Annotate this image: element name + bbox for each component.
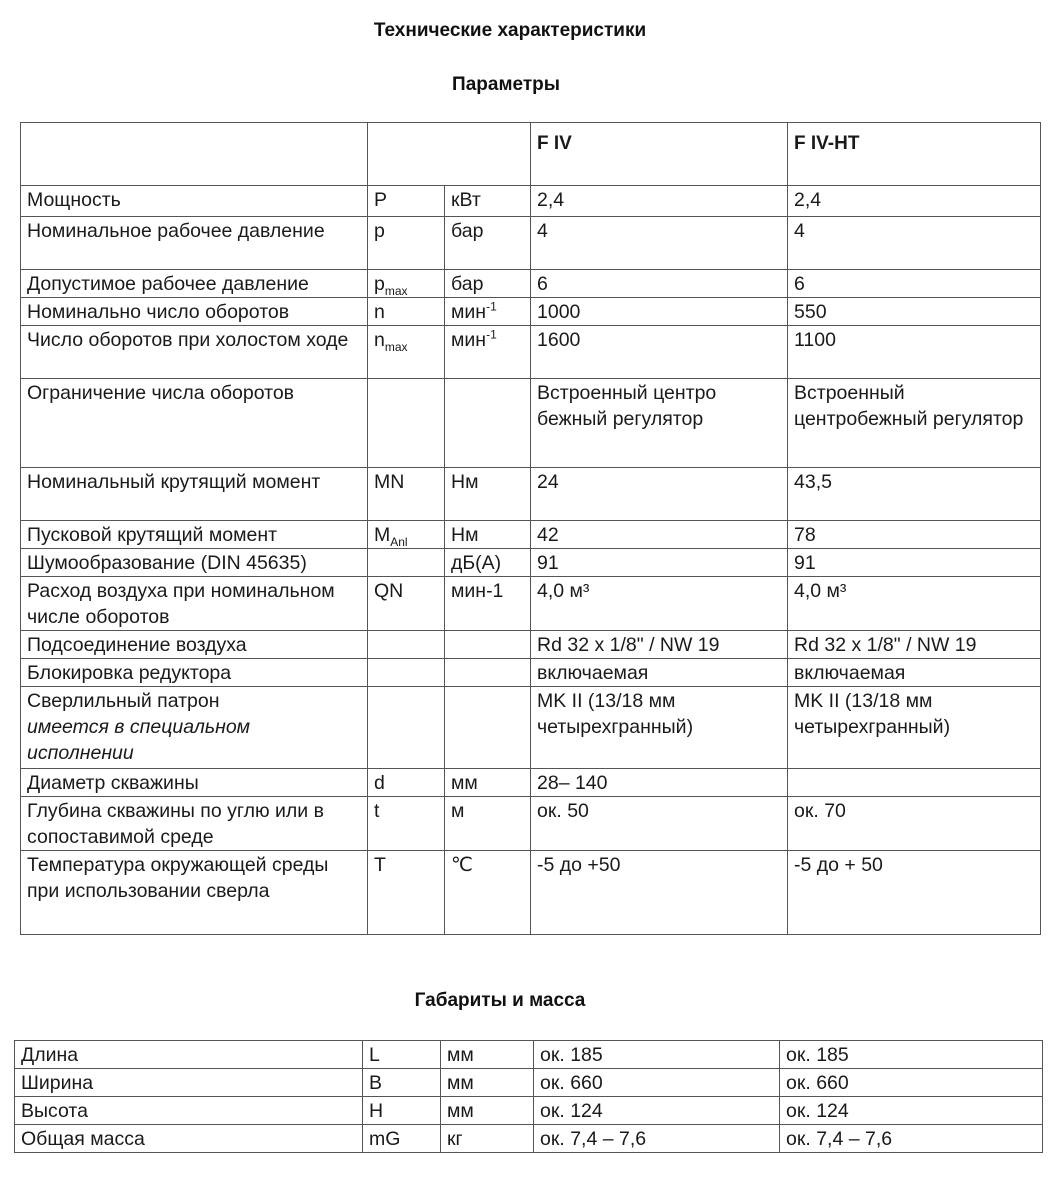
dim-value-f4-text: ок. 185	[540, 1044, 603, 1066]
dim-value-f4	[534, 1097, 780, 1125]
dim-value-f4-ht	[780, 1097, 1043, 1125]
param-value-f4-ht-text: 91	[794, 552, 816, 574]
param-value-f4-text: Rd 32 x 1/8" / NW 19	[537, 634, 720, 656]
param-unit	[445, 379, 531, 468]
param-unit	[445, 326, 531, 379]
param-value-f4-ht	[788, 687, 1041, 769]
param-row	[21, 631, 1041, 659]
param-name-text: Диаметр скважины	[27, 772, 199, 794]
dim-name	[15, 1097, 363, 1125]
dim-value-f4-text: ок. 7,4 – 7,6	[540, 1128, 647, 1150]
param-value-f4-ht	[788, 631, 1041, 659]
param-unit	[445, 659, 531, 687]
param-symbol	[368, 631, 445, 659]
dim-unit	[441, 1097, 534, 1125]
dim-value-f4-ht	[780, 1069, 1043, 1097]
param-unit-text: Нм	[451, 471, 479, 493]
dim-symbol	[363, 1097, 441, 1125]
param-name	[21, 521, 368, 549]
param-name	[21, 851, 368, 935]
dim-symbol	[363, 1069, 441, 1097]
param-name-text: Пусковой крутящий момент	[27, 524, 278, 546]
dim-unit-text: мм	[447, 1072, 474, 1094]
param-value-f4	[531, 298, 788, 326]
param-unit	[445, 186, 531, 217]
dim-value-f4-ht	[780, 1041, 1043, 1069]
param-row	[21, 851, 1041, 935]
param-row	[21, 270, 1041, 298]
param-unit-text: бар	[451, 220, 484, 242]
dim-symbol	[363, 1125, 441, 1153]
column-header-f4-ht: F IV-HT	[788, 123, 1041, 186]
param-row	[21, 186, 1041, 217]
param-value-f4-text: 28– 140	[537, 772, 608, 794]
param-unit-text: мин	[451, 329, 487, 351]
param-value-f4	[531, 687, 788, 769]
param-value-f4-ht-text: 2,4	[794, 189, 822, 211]
param-value-f4-text: 6	[537, 273, 548, 295]
param-name	[21, 769, 368, 797]
param-row	[21, 659, 1041, 687]
param-name-italic-note: имеется в специальном исполнении	[27, 716, 251, 764]
param-symbol	[368, 577, 445, 631]
param-value-f4	[531, 217, 788, 270]
dim-value-f4-ht-text: ок. 7,4 – 7,6	[786, 1128, 893, 1150]
params-table	[20, 122, 1041, 935]
param-unit-text: бар	[451, 273, 484, 295]
param-name	[21, 468, 368, 521]
dim-row	[15, 1125, 1043, 1153]
param-unit-text: Нм	[451, 524, 479, 546]
param-row	[21, 577, 1041, 631]
param-symbol-text: t	[374, 800, 380, 822]
param-value-f4-text: 4	[537, 220, 548, 242]
param-unit	[445, 851, 531, 935]
dim-symbol-text: L	[369, 1044, 380, 1066]
param-value-f4	[531, 631, 788, 659]
param-value-f4-ht	[788, 577, 1041, 631]
dim-symbol-text: B	[369, 1072, 383, 1094]
param-value-f4-text: 1000	[537, 301, 581, 323]
param-value-f4-text: MK II (13/18 мм четырехгранный)	[537, 690, 694, 738]
param-name-text: Подсоединение воздуха	[27, 634, 247, 656]
dims-heading: Габариты и масса	[414, 990, 586, 1011]
dim-unit-text: кг	[447, 1128, 463, 1150]
column-header-f4: F IV	[531, 123, 788, 186]
param-symbol	[368, 379, 445, 468]
param-value-f4-ht-text: 1100	[794, 329, 836, 351]
param-name	[21, 326, 368, 379]
param-symbol	[368, 270, 445, 298]
param-symbol-text: T	[374, 854, 386, 876]
param-name	[21, 687, 368, 769]
param-value-f4-text: 4,0 м³	[537, 580, 590, 602]
param-name	[21, 549, 368, 577]
dim-value-f4	[534, 1069, 780, 1097]
param-unit-text: дБ(А)	[451, 552, 502, 574]
param-unit	[445, 797, 531, 851]
param-unit	[445, 687, 531, 769]
dim-row	[15, 1041, 1043, 1069]
header-empty-cell	[368, 123, 445, 186]
param-value-f4-ht	[788, 217, 1041, 270]
param-value-f4	[531, 326, 788, 379]
param-value-f4	[531, 851, 788, 935]
param-value-f4	[531, 270, 788, 298]
param-value-f4-ht-text: 4,0 м³	[794, 580, 847, 602]
param-value-f4-text: 24	[537, 471, 559, 493]
param-unit-text: мин	[451, 301, 487, 323]
param-unit-superscript: -1	[486, 327, 497, 342]
param-symbol-text: QN	[374, 580, 404, 602]
param-name	[21, 797, 368, 851]
dim-unit-text: мм	[447, 1044, 474, 1066]
param-unit-text: м	[451, 800, 465, 822]
dim-name-text: Общая масса	[21, 1128, 145, 1150]
param-name	[21, 186, 368, 217]
dim-unit	[441, 1125, 534, 1153]
param-unit-text: мин-1	[451, 580, 504, 602]
param-symbol-text: M	[374, 524, 391, 546]
dims-table	[14, 1040, 1043, 1153]
dim-name	[15, 1069, 363, 1097]
param-name-text: Номинальное рабочее давление	[27, 220, 325, 242]
dim-value-f4	[534, 1125, 780, 1153]
param-value-f4-ht	[788, 797, 1041, 851]
dim-symbol	[363, 1041, 441, 1069]
param-value-f4-ht-text: ок. 70	[794, 800, 846, 822]
param-unit-text: ℃	[451, 854, 473, 876]
param-unit	[445, 577, 531, 631]
param-value-f4-ht	[788, 298, 1041, 326]
param-value-f4-text: Встроенный центро бежный регулятор	[537, 382, 717, 430]
param-value-f4-text: 91	[537, 552, 559, 574]
dim-row	[15, 1069, 1043, 1097]
param-symbol-text: P	[374, 189, 388, 211]
param-row	[21, 687, 1041, 769]
param-unit	[445, 298, 531, 326]
param-unit-text: мм	[451, 772, 478, 794]
param-name-text: Ограничение числа оборотов	[27, 382, 295, 404]
param-symbol	[368, 659, 445, 687]
param-value-f4	[531, 521, 788, 549]
param-value-f4-ht	[788, 186, 1041, 217]
param-value-f4-text: включаемая	[537, 662, 649, 684]
param-row	[21, 468, 1041, 521]
dim-value-f4-ht	[780, 1125, 1043, 1153]
dim-value-f4-text: ок. 124	[540, 1100, 603, 1122]
param-unit	[445, 631, 531, 659]
param-value-f4-text: 1600	[537, 329, 581, 351]
param-symbol	[368, 687, 445, 769]
dim-unit-text: мм	[447, 1100, 474, 1122]
dim-value-f4-ht-text: ок. 124	[786, 1100, 849, 1122]
param-value-f4-ht	[788, 549, 1041, 577]
dim-value-f4-ht-text: ок. 185	[786, 1044, 849, 1066]
param-row	[21, 298, 1041, 326]
param-value-f4-ht	[788, 769, 1041, 797]
param-symbol-subscript: max	[384, 283, 408, 298]
param-name-text: Номинально число оборотов	[27, 301, 290, 323]
param-unit	[445, 769, 531, 797]
param-value-f4-ht	[788, 326, 1041, 379]
param-row	[21, 217, 1041, 270]
param-name-text: Сверлильный патрон	[27, 690, 220, 712]
param-symbol	[368, 298, 445, 326]
param-symbol	[368, 521, 445, 549]
dim-name-text: Ширина	[21, 1072, 94, 1094]
param-value-f4-ht	[788, 521, 1041, 549]
param-value-f4-text: -5 до +50	[537, 854, 621, 876]
param-name	[21, 270, 368, 298]
dim-name	[15, 1125, 363, 1153]
param-value-f4-ht-text: 6	[794, 273, 805, 295]
header-empty-cell	[21, 123, 368, 186]
param-name	[21, 217, 368, 270]
dim-value-f4	[534, 1041, 780, 1069]
param-value-f4-ht-text: 78	[794, 524, 816, 546]
param-unit	[445, 270, 531, 298]
param-unit	[445, 521, 531, 549]
param-unit	[445, 468, 531, 521]
dim-value-f4-ht-text: ок. 660	[786, 1072, 849, 1094]
param-value-f4	[531, 769, 788, 797]
param-symbol-text: n	[374, 301, 385, 323]
param-name	[21, 577, 368, 631]
param-value-f4	[531, 549, 788, 577]
dim-unit	[441, 1069, 534, 1097]
param-row	[21, 326, 1041, 379]
param-value-f4	[531, 186, 788, 217]
param-value-f4-ht-text: MK II (13/18 мм четырехгранный)	[794, 690, 951, 738]
param-symbol-subscript: Anl	[390, 534, 408, 549]
param-value-f4-ht	[788, 851, 1041, 935]
param-unit	[445, 217, 531, 270]
param-name-text: Глубина скважины по углю или в сопоставимой среде	[27, 800, 324, 848]
param-name	[21, 631, 368, 659]
param-unit	[445, 549, 531, 577]
dim-value-f4-text: ок. 660	[540, 1072, 603, 1094]
param-value-f4-ht-text: 43,5	[794, 471, 832, 493]
param-value-f4-ht	[788, 659, 1041, 687]
param-row	[21, 379, 1041, 468]
param-name	[21, 379, 368, 468]
params-header-row	[21, 123, 1041, 186]
param-symbol	[368, 769, 445, 797]
param-name-text: Температура окружающей среды при использовании сверла	[27, 854, 329, 902]
param-symbol	[368, 797, 445, 851]
param-symbol-text: d	[374, 772, 385, 794]
param-symbol-subscript: max	[384, 339, 408, 354]
param-row	[21, 549, 1041, 577]
param-unit-text: кВт	[451, 189, 481, 211]
param-name	[21, 298, 368, 326]
dim-name	[15, 1041, 363, 1069]
param-symbol-text: n	[374, 329, 385, 351]
param-value-f4-ht	[788, 379, 1041, 468]
page-title: Технические характеристики	[373, 20, 647, 41]
param-value-f4-text: ок. 50	[537, 800, 589, 822]
param-value-f4-text: 2,4	[537, 189, 565, 211]
dim-name-text: Высота	[21, 1100, 88, 1122]
param-value-f4	[531, 577, 788, 631]
param-symbol	[368, 326, 445, 379]
param-symbol-text: MN	[374, 471, 405, 493]
param-name	[21, 659, 368, 687]
param-name-text: Блокировка редуктора	[27, 662, 232, 684]
param-unit-superscript: -1	[486, 299, 497, 314]
param-row	[21, 769, 1041, 797]
param-row	[21, 521, 1041, 549]
param-name-text: Число оборотов при холостом ходе	[27, 329, 349, 351]
param-value-f4-ht-text: 550	[794, 301, 827, 323]
param-name-text: Допустимое рабочее давление	[27, 273, 309, 295]
param-symbol	[368, 851, 445, 935]
param-value-f4-ht-text: 4	[794, 220, 805, 242]
param-value-f4-ht-text: -5 до + 50	[794, 854, 883, 876]
dim-symbol-text: mG	[369, 1128, 401, 1150]
param-symbol-text: p	[374, 273, 385, 295]
param-value-f4	[531, 468, 788, 521]
param-value-f4-ht-text: включаемая	[794, 662, 906, 684]
dim-symbol-text: H	[369, 1100, 384, 1122]
param-symbol	[368, 186, 445, 217]
dim-name-text: Длина	[21, 1044, 79, 1066]
param-symbol	[368, 217, 445, 270]
param-value-f4-ht	[788, 468, 1041, 521]
param-name-text: Расход воздуха при номинальном числе оборотов	[27, 580, 335, 628]
header-empty-cell	[445, 123, 531, 186]
dim-unit	[441, 1041, 534, 1069]
param-value-f4-text: 42	[537, 524, 559, 546]
param-value-f4	[531, 797, 788, 851]
param-value-f4-ht-text: Rd 32 x 1/8" / NW 19	[794, 634, 977, 656]
dim-row	[15, 1097, 1043, 1125]
param-row	[21, 797, 1041, 851]
param-symbol-text: p	[374, 220, 385, 242]
param-value-f4-ht	[788, 270, 1041, 298]
param-value-f4	[531, 379, 788, 468]
param-name-text: Мощность	[27, 189, 121, 211]
params-heading: Параметры	[452, 74, 560, 95]
param-value-f4-ht-text: Встроенный центробежный регулятор	[794, 382, 1024, 430]
param-value-f4	[531, 659, 788, 687]
param-name-text: Номинальный крутящий момент	[27, 471, 321, 493]
param-symbol	[368, 468, 445, 521]
param-name-text: Шумообразование (DIN 45635)	[27, 552, 307, 574]
param-symbol	[368, 549, 445, 577]
